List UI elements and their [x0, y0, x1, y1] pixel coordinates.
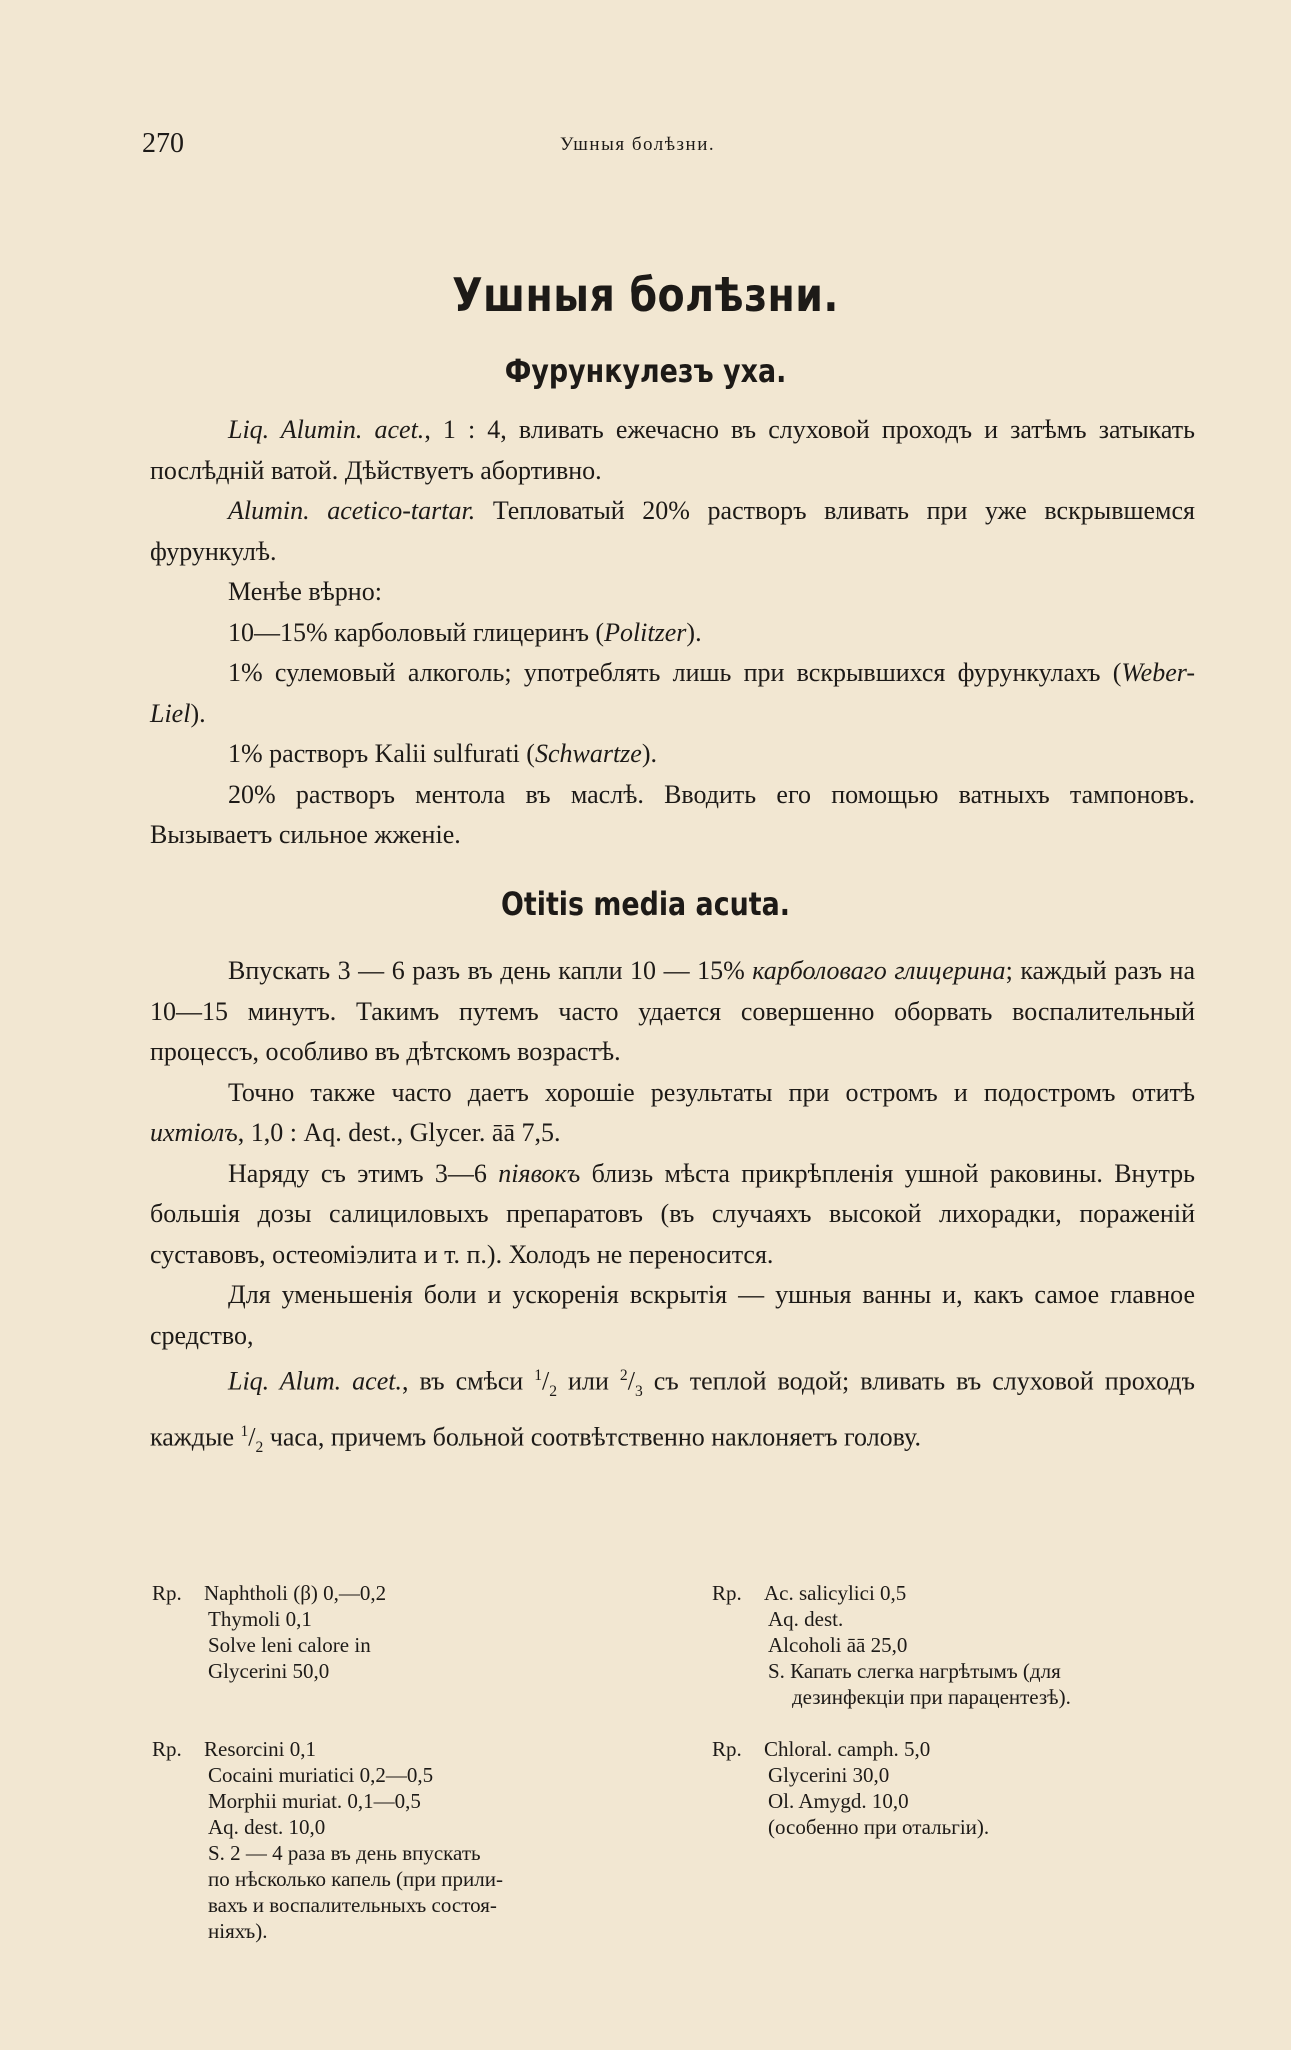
fraction-denominator: 2 [255, 1439, 264, 1457]
recipe-line: по нѣсколько капель (при прили- [208, 1867, 503, 1891]
recipe-line: ніяхъ). [208, 1919, 268, 1943]
recipe-line: Alcoholi āā 25,0 [768, 1633, 908, 1657]
recipe-naphtholi [152, 1580, 572, 1684]
recipe-symbol: Rp. [712, 1737, 742, 1761]
paragraph-text: ; каждый разъ на 10—15 минутъ. Такимъ путемъ часто удается совершенно оборвать воспалительный процессъ, особливо въ дѣтскомъ возрастѣ. [150, 956, 1195, 1066]
recipe-line: Morphii muriat. 0,1—0,5 [208, 1789, 421, 1813]
paragraph [150, 1154, 1195, 1276]
paragraph-text: Тепловатый 20% растворъ вливать при уже вскрывшемся фурункулѣ. [150, 496, 1195, 566]
fraction-slash: / [627, 1366, 635, 1396]
fraction-numerator: 1 [240, 1423, 249, 1441]
fraction-denominator: 3 [634, 1382, 643, 1400]
recipe-line: Aq. dest. [768, 1607, 844, 1631]
paragraph-text: близь мѣста прикрѣпленія ушной раковины. Внутрь большія дозы салициловыхъ препаратовъ (въ случаяхъ высокой лихорадки, пораженій суставовъ, остеоміэлита и т. п.). Холодъ не переносится. [150, 1158, 1195, 1269]
paragraph-text: ). [686, 617, 702, 647]
paragraph-text: Наряду съ этимъ 3—6 [228, 1158, 499, 1188]
recipe-text: Chloral. camph. 5,0 [764, 1737, 931, 1761]
recipe-line: (особенно при отальгіи). [768, 1815, 990, 1839]
drug-name: Liq. Alum. acet. [228, 1366, 402, 1396]
drug-name: ихтіолъ [150, 1118, 238, 1147]
fraction-slash: / [248, 1423, 256, 1452]
recipe-line: Glycerini 50,0 [208, 1659, 330, 1683]
paragraph-text: ). [190, 698, 206, 728]
paragraph-text: 1% растворъ Kalii sulfurati ( [228, 739, 535, 768]
recipe-line: Solve leni calore in [208, 1633, 371, 1657]
paragraph: 20% растворъ ментола въ маслѣ. Вводить его помощью ватныхъ тампоновъ. Вызываетъ сильное жженіе. [150, 779, 1195, 849]
recipe-line: S. Капать слегка нагрѣтымъ (для [768, 1659, 1061, 1683]
paragraph [150, 951, 1195, 1073]
author-name: Politzer [604, 617, 687, 647]
recipe-text: Naphtholi (β) 0,—0,2 [204, 1581, 387, 1605]
recipe-line: Thymoli 0,1 [208, 1607, 312, 1631]
paragraph-text: ). [641, 739, 657, 768]
recipe-line: S. 2 — 4 раза въ день впускать [208, 1841, 481, 1865]
section-otitis-body [150, 951, 1195, 1469]
author-name: Weber-Liel [150, 658, 1195, 728]
author-name: Schwartze [534, 739, 642, 768]
paragraph [150, 653, 1195, 734]
paragraph [150, 491, 1195, 572]
section-heading-otitis: Otitis media acuta. [501, 885, 790, 923]
recipe-text: Ac. salicylici 0,5 [764, 1581, 907, 1605]
recipe-chloral [712, 1736, 1212, 1840]
paragraph-text: , 1 : 4, вливать ежечасно въ слуховой проходъ и затѣмъ затыкать послѣдній ватой. Дѣйствуетъ абортивно. [150, 415, 1196, 485]
recipe-line: Cocaini muriatici 0,2—0,5 [208, 1763, 434, 1787]
paragraph-text: , въ смѣси [401, 1366, 535, 1396]
chapter-title: Ушныя болѣзни. [452, 268, 839, 322]
paragraph: Для уменьшенія боли и ускоренія вскрытія — ушныя ванны и, какъ самое главное средство, [150, 1280, 1195, 1350]
recipe-line [152, 1580, 572, 1606]
paragraph-text: 10—15% карболовый глицеринъ ( [228, 617, 605, 647]
running-title: Ушныя болѣзни. [560, 134, 716, 155]
recipe-salicylici [712, 1580, 1212, 1710]
recipe-line: вахъ и воспалительныхъ состоя- [208, 1893, 497, 1917]
paragraph-text: , 1,0 : Aq. dest., Glycer. āā 7,5. [237, 1118, 561, 1147]
paragraph-text: Точно также часто даетъ хорошіе результаты при остромъ и подостромъ отитѣ [228, 1077, 1195, 1107]
recipe-line: Ol. Amygd. 10,0 [768, 1789, 909, 1813]
fraction-denominator: 2 [549, 1382, 558, 1400]
paragraph [150, 1073, 1195, 1154]
recipe-text: Resorcini 0,1 [204, 1737, 316, 1761]
section-heading-furunculosis: Фурункулезъ уха. [504, 352, 787, 390]
recipe-line: Aq. dest. 10,0 [208, 1815, 326, 1839]
drug-name: піявокъ [498, 1158, 581, 1188]
paragraph-text: съ теплой водой; вливать въ слуховой проходъ каждые [150, 1366, 1196, 1452]
drug-name: Liq. Alumin. acet. [228, 415, 425, 444]
recipe-line: Glycerini 30,0 [768, 1763, 890, 1787]
recipe-line: дезинфекціи при парацентезѣ). [792, 1685, 1071, 1709]
paragraph: Менѣе вѣрно: [228, 577, 382, 606]
fraction-numerator: 2 [619, 1367, 628, 1384]
section-furunculosis-body [150, 410, 1195, 856]
page-number: 270 [142, 128, 184, 159]
recipe-symbol: Rp. [152, 1581, 182, 1605]
fraction-slash: / [542, 1366, 550, 1396]
recipe-symbol: Rp. [712, 1581, 742, 1605]
paragraph [150, 613, 1195, 654]
recipe-line [152, 1736, 652, 1762]
recipe-resorcini [152, 1736, 652, 1944]
drug-name: Alumin. acetico-tartar. [228, 496, 476, 525]
paragraph-text: Впускать 3 — 6 разъ въ день капли 10 — 15% [228, 956, 753, 985]
paragraph-text: 1% сулемовый алкоголь; употреблять лишь при вскрывшихся фурункулахъ ( [228, 658, 1122, 687]
recipe-line [712, 1580, 1212, 1606]
recipe-line [712, 1736, 1212, 1762]
paragraph [150, 734, 1195, 775]
paragraph [150, 1356, 1195, 1469]
paragraph [150, 410, 1195, 491]
drug-name: карболоваго глицерина [752, 956, 1006, 985]
paragraph-text: или [557, 1366, 620, 1396]
recipe-symbol: Rp. [152, 1737, 182, 1761]
paragraph-text: часа, причемъ больной соотвѣтственно наклоняетъ голову. [263, 1423, 921, 1452]
fraction-numerator: 1 [534, 1367, 542, 1384]
